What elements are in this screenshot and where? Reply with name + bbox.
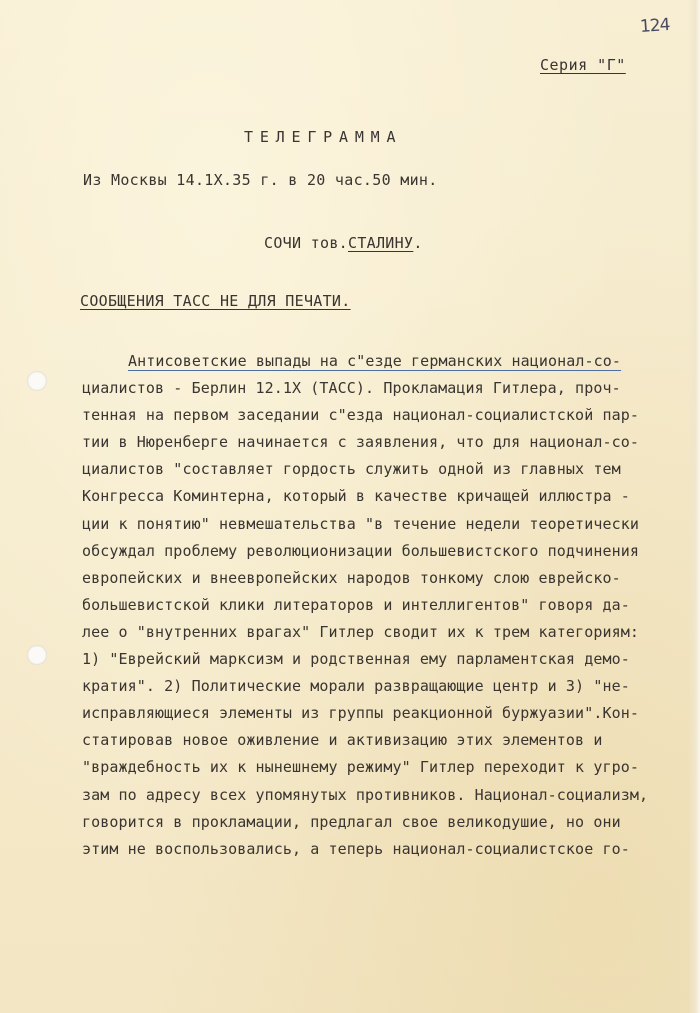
- handwritten-page-number: 124: [639, 14, 671, 38]
- body-line: "враждебность их к нынешнему режиму" Гитлер переходит к угро-: [82, 758, 639, 777]
- body-line: обсуждал проблему революционизации большевистского подчинения: [82, 541, 639, 560]
- document-title: ТЕЛЕГРАММА: [244, 128, 403, 146]
- dispatch-line: Из Москвы 14.1Х.35 г. в 20 час.50 мин.: [83, 171, 438, 189]
- body-line: этим не воспользовались, а теперь национал-социалистское го-: [82, 839, 630, 858]
- body-line: Конгресса Коминтерна, который в качестве кричащей иллюстра -: [82, 487, 630, 506]
- body-line: лее о "внутренних врагах" Гитлер сводит их к трем категориям:: [82, 622, 639, 641]
- body-line: тенная на первом заседании с"езда национал-социалистской пар-: [82, 406, 639, 425]
- punch-hole: [27, 371, 47, 391]
- body-line: [82, 348, 682, 375]
- body-line: исправляющиеся элементы из группы реакционной буржуазии".Кон-: [82, 704, 639, 723]
- punch-hole: [27, 645, 47, 665]
- addressee-suffix: .: [413, 234, 423, 252]
- body-line: говорится в прокламации, предлагал свое великодушие, но они: [82, 812, 621, 831]
- body-line: кратия". 2) Политические морали развращающие центр и 3) "не-: [82, 677, 630, 696]
- body-line: большевистской клики литераторов и интеллигентов" говоря да-: [82, 595, 630, 614]
- addressee-line: [264, 234, 423, 252]
- section-heading: СООБЩЕНИЯ ТАСС НЕ ДЛЯ ПЕЧАТИ.: [80, 292, 351, 310]
- body-line: циалистов "составляет гордость служить одной из главных тем: [82, 460, 621, 479]
- addressee-name: СТАЛИНУ: [347, 234, 414, 252]
- body-line: тии в Нюренберге начинается с заявления, что для национал-со-: [82, 433, 639, 452]
- body-line: ции к понятию" невмешательства "в течение недели теоретически: [82, 514, 639, 533]
- body-text: [82, 348, 682, 863]
- body-line: зам по адресу всех упомянутых противников. Национал-социализм,: [82, 785, 649, 804]
- body-line: статировав новое оживление и активизацию этих элементов и: [82, 731, 603, 750]
- series-label: Серия "Г": [540, 56, 626, 74]
- body-line: европейских и внеевропейских народов тонкому слою еврейско-: [82, 568, 621, 587]
- paper-edge: [688, 0, 700, 1013]
- body-line-underlined: Антисоветские выпады на с"езде германских национал-со-: [128, 352, 622, 370]
- addressee-prefix: СОЧИ тов.: [264, 234, 348, 252]
- body-line: циалистов - Берлин 12.1Х (ТАСС). Прокламация Гитлера, проч-: [82, 379, 621, 398]
- body-line: 1) "Еврейский марксизм и родственная ему парламентская демо-: [82, 650, 630, 669]
